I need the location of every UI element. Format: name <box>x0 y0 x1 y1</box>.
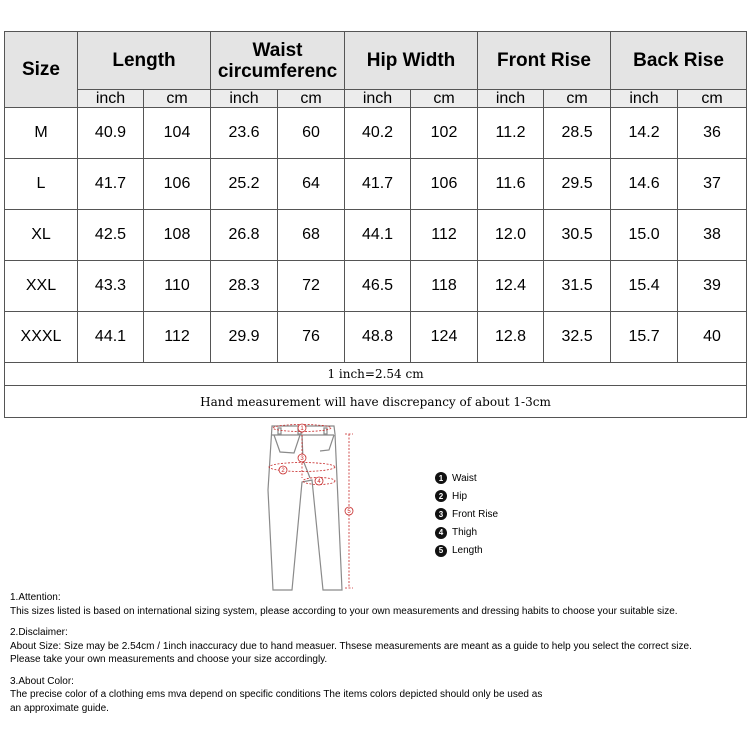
unit-cell: cm <box>411 90 478 108</box>
table-cell: 76 <box>278 312 345 363</box>
table-row <box>5 210 747 261</box>
table-cell: 15.4 <box>611 261 678 312</box>
color-note <box>10 675 745 716</box>
discrepancy-note: Hand measurement will have discrepancy of about 1-3cm <box>5 386 747 418</box>
measurement-legend <box>435 469 498 560</box>
table-cell: 28.3 <box>211 261 278 312</box>
disclaimer-heading: 2.Disclaimer: <box>10 627 68 638</box>
number-2-icon: 2 <box>435 490 447 502</box>
disclaimer-text: About Size: Size may be 2.54cm / 1inch inaccuracy due to hand measuer. Thsese measurements are meant as a guide to help you select the correct size. <box>10 640 692 652</box>
table-row <box>5 312 747 363</box>
legend-label-front-rise: Front Rise <box>452 508 499 520</box>
table-cell: 41.7 <box>78 159 144 210</box>
unit-cell: cm <box>544 90 611 108</box>
table-cell: 44.1 <box>345 210 411 261</box>
table-cell: 40 <box>678 312 747 363</box>
table-cell: 15.7 <box>611 312 678 363</box>
number-1-icon: 1 <box>435 472 447 484</box>
color-text: The precise color of a clothing ems mva depend on specific conditions The items colors depicted should only be used as <box>10 689 543 700</box>
hip-width-header: Hip Width <box>345 32 478 90</box>
color-text: an approximate guide. <box>10 702 109 714</box>
table-cell: 12.4 <box>478 261 544 312</box>
size-cell: XXL <box>5 261 78 312</box>
table-cell: 110 <box>144 261 211 312</box>
legend-label-hip: Hip <box>452 490 468 502</box>
conversion-note: 1 inch=2.54 cm <box>5 363 747 386</box>
table-cell: 48.8 <box>345 312 411 363</box>
unit-row <box>5 90 747 108</box>
table-cell: 60 <box>278 108 345 159</box>
marker-5-label: 5 <box>347 509 351 515</box>
table-cell: 26.8 <box>211 210 278 261</box>
waist-header: Waist circumferenc <box>211 32 345 90</box>
table-cell: 112 <box>411 210 478 261</box>
size-chart-table <box>4 31 747 418</box>
table-cell: 106 <box>144 159 211 210</box>
marker-3-label: 3 <box>300 456 304 462</box>
attention-note <box>10 591 745 618</box>
table-cell: 37 <box>678 159 747 210</box>
table-cell: 12.8 <box>478 312 544 363</box>
table-cell: 43.3 <box>78 261 144 312</box>
number-4-icon: 4 <box>435 527 447 539</box>
table-cell: 106 <box>411 159 478 210</box>
back-rise-header: Back Rise <box>611 32 747 90</box>
table-cell: 31.5 <box>544 261 611 312</box>
table-cell: 28.5 <box>544 108 611 159</box>
table-cell: 12.0 <box>478 210 544 261</box>
table-cell: 23.6 <box>211 108 278 159</box>
diagram-markers <box>279 424 353 515</box>
table-cell: 14.2 <box>611 108 678 159</box>
pants-measurement-diagram <box>262 420 362 595</box>
header-row <box>5 32 747 90</box>
attention-heading: 1.Attention: <box>10 592 61 603</box>
table-cell: 25.2 <box>211 159 278 210</box>
table-cell: 39 <box>678 261 747 312</box>
marker-2-label: 2 <box>281 468 285 474</box>
table-cell: 15.0 <box>611 210 678 261</box>
table-cell: 36 <box>678 108 747 159</box>
unit-cell: cm <box>278 90 345 108</box>
unit-cell: inch <box>345 90 411 108</box>
table-cell: 38 <box>678 210 747 261</box>
table-cell: 44.1 <box>78 312 144 363</box>
disclaimer-note <box>10 626 745 667</box>
legend-label-thigh: Thigh <box>452 527 478 539</box>
size-cell: M <box>5 108 78 159</box>
legend-item <box>435 505 498 523</box>
front-rise-header: Front Rise <box>478 32 611 90</box>
table-cell: 29.5 <box>544 159 611 210</box>
legend-label-length: Length <box>452 545 483 557</box>
table-cell: 11.2 <box>478 108 544 159</box>
table-cell: 11.6 <box>478 159 544 210</box>
table-cell: 40.2 <box>345 108 411 159</box>
unit-cell: inch <box>78 90 144 108</box>
pants-outline <box>268 426 342 590</box>
table-cell: 108 <box>144 210 211 261</box>
legend-item <box>435 469 498 487</box>
table-cell: 40.9 <box>78 108 144 159</box>
table-row <box>5 159 747 210</box>
table-cell: 30.5 <box>544 210 611 261</box>
table-cell: 102 <box>411 108 478 159</box>
table-cell: 64 <box>278 159 345 210</box>
table-cell: 41.7 <box>345 159 411 210</box>
table-cell: 29.9 <box>211 312 278 363</box>
color-heading: 3.About Color: <box>10 675 74 687</box>
unit-cell: inch <box>478 90 544 108</box>
unit-cell: cm <box>678 90 747 108</box>
table-cell: 104 <box>144 108 211 159</box>
legend-item <box>435 542 498 560</box>
marker-1-label: 1 <box>300 426 304 432</box>
notes-section <box>10 591 745 715</box>
discrepancy-row <box>5 386 747 418</box>
marker-4-label: 4 <box>317 479 321 485</box>
number-3-icon: 3 <box>435 508 447 520</box>
disclaimer-text: Please take your own measurements and choose your size accordingly. <box>10 654 328 665</box>
table-cell: 68 <box>278 210 345 261</box>
unit-cell: inch <box>611 90 678 108</box>
size-cell: XXXL <box>5 312 78 363</box>
legend-item <box>435 487 498 505</box>
attention-text: This sizes listed is based on international sizing system, please according to your own measurements and dressing habits to choose your suitable size. <box>10 605 678 617</box>
table-cell: 42.5 <box>78 210 144 261</box>
legend-item <box>435 524 498 542</box>
legend-label-waist: Waist <box>452 472 477 484</box>
size-cell: L <box>5 159 78 210</box>
number-5-icon: 5 <box>435 545 447 557</box>
unit-cell: cm <box>144 90 211 108</box>
table-cell: 46.5 <box>345 261 411 312</box>
table-cell: 124 <box>411 312 478 363</box>
table-row <box>5 108 747 159</box>
unit-cell: inch <box>211 90 278 108</box>
table-cell: 14.6 <box>611 159 678 210</box>
length-header: Length <box>78 32 211 90</box>
table-cell: 32.5 <box>544 312 611 363</box>
size-header: Size <box>5 32 78 108</box>
table-cell: 72 <box>278 261 345 312</box>
table-row <box>5 261 747 312</box>
table-cell: 118 <box>411 261 478 312</box>
conversion-row <box>5 363 747 386</box>
size-cell: XL <box>5 210 78 261</box>
table-cell: 112 <box>144 312 211 363</box>
